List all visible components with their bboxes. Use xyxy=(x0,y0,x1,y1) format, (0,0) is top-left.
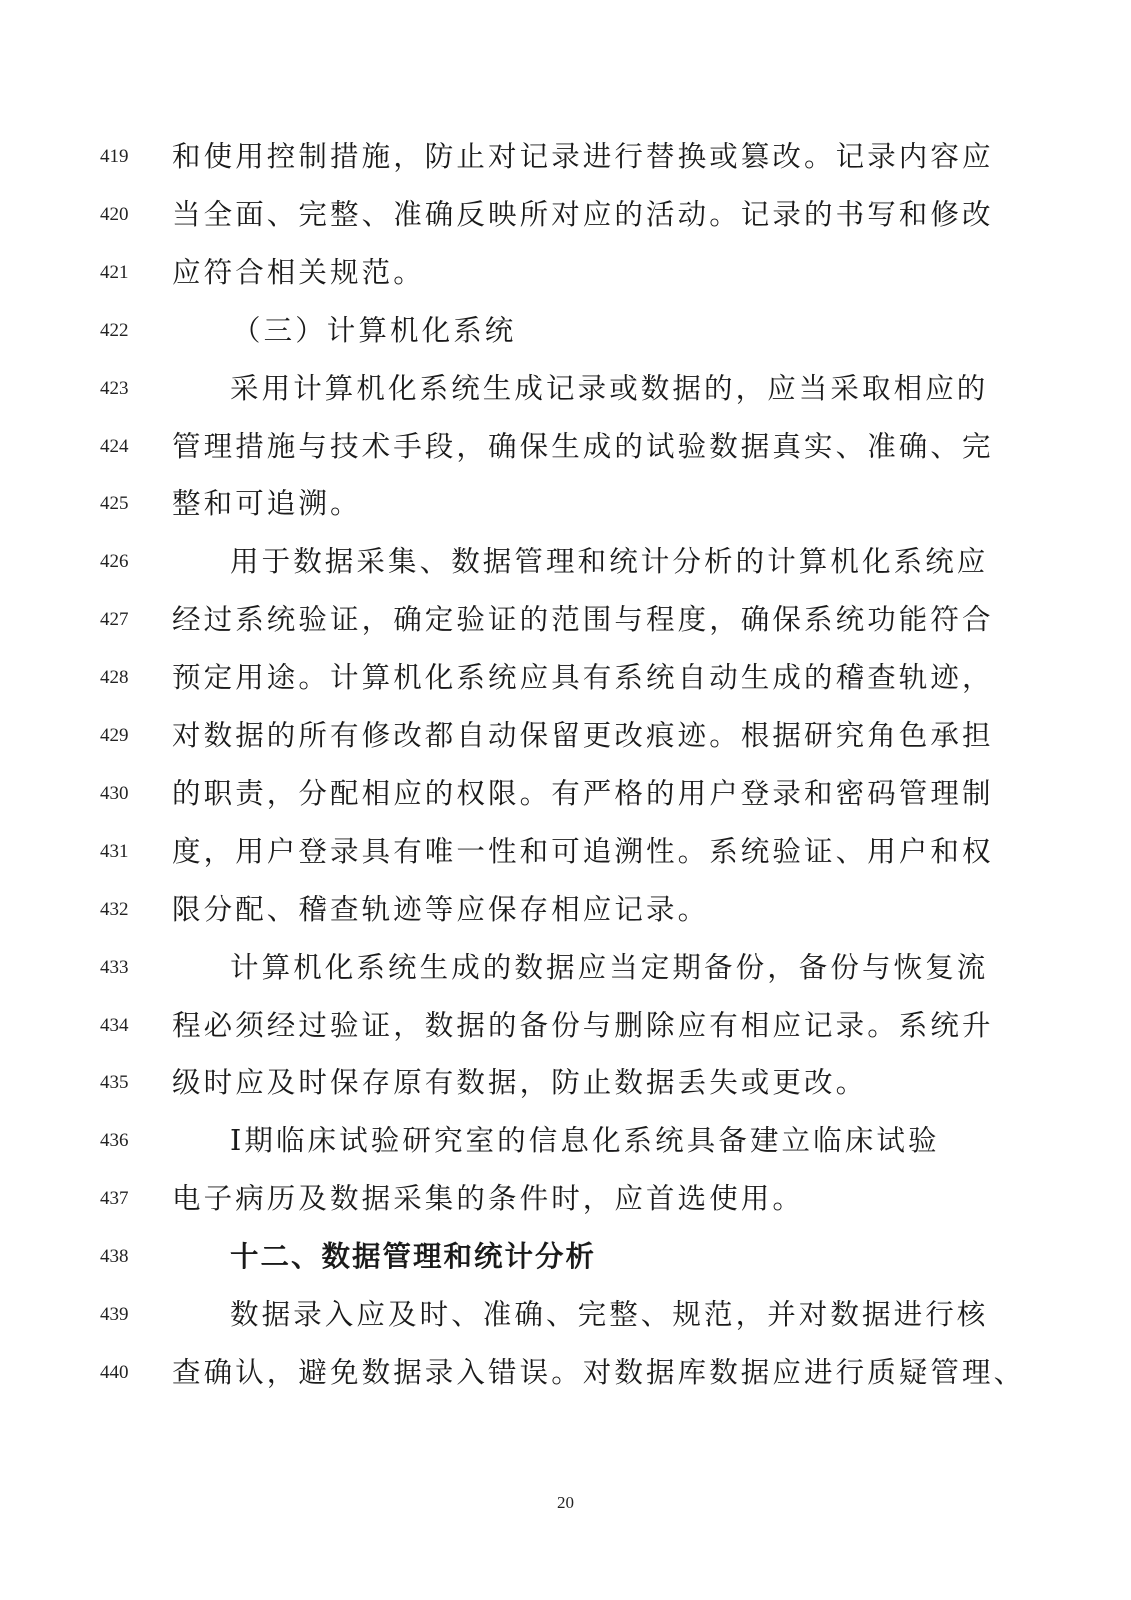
document-line xyxy=(0,1112,1131,1170)
document-line xyxy=(0,997,1131,1055)
document-line xyxy=(0,418,1131,476)
line-number: 438 xyxy=(100,1246,129,1268)
line-number: 440 xyxy=(100,1361,129,1383)
document-line xyxy=(0,128,1131,186)
document-line xyxy=(0,823,1131,881)
document-line xyxy=(0,244,1131,302)
line-text: 用于数据采集、数据管理和统计分析的计算机化系统应 xyxy=(230,545,989,579)
line-number: 420 xyxy=(100,203,129,225)
line-number: 433 xyxy=(100,956,129,978)
subsection-heading: （三）计算机化系统 xyxy=(232,313,517,347)
line-number: 429 xyxy=(100,725,129,746)
line-number: 439 xyxy=(100,1304,129,1325)
document-line xyxy=(0,1344,1131,1402)
document-line xyxy=(0,649,1131,707)
document-line xyxy=(0,939,1131,997)
line-number: 423 xyxy=(100,377,129,399)
line-text: 对数据的所有修改都自动保留更改痕迹。根据研究角色承担 xyxy=(172,718,994,752)
line-number: 435 xyxy=(100,1072,129,1094)
line-text: 当全面、完整、准确反映所对应的活动。记录的书写和修改 xyxy=(172,197,994,231)
document-line xyxy=(0,360,1131,418)
line-number: 432 xyxy=(100,898,129,920)
page-number: 20 xyxy=(557,1493,574,1512)
document-line xyxy=(0,533,1131,591)
line-number: 425 xyxy=(100,493,129,515)
line-text: 采用计算机化系统生成记录或数据的，应当采取相应的 xyxy=(230,371,989,405)
line-text: 数据录入应及时、准确、完整、规范，并对数据进行核 xyxy=(230,1297,989,1331)
line-text: 计算机化系统生成的数据应当定期备份，备份与恢复流 xyxy=(230,950,989,984)
line-text: 度，用户登录具有唯一性和可追溯性。系统验证、用户和权 xyxy=(172,834,994,868)
line-text: 限分配、稽查轨迹等应保存相应记录。 xyxy=(172,892,710,926)
line-number: 424 xyxy=(100,435,129,457)
document-line xyxy=(0,302,1131,360)
line-number: 436 xyxy=(100,1130,129,1152)
document-line xyxy=(0,1228,1131,1286)
document-line xyxy=(0,1170,1131,1228)
line-number: 426 xyxy=(100,551,129,573)
line-number: 431 xyxy=(100,840,129,862)
document-line xyxy=(0,475,1131,533)
line-text: 级时应及时保存原有数据，防止数据丢失或更改。 xyxy=(172,1066,868,1100)
line-text: 经过系统验证，确定验证的范围与程度，确保系统功能符合 xyxy=(172,602,994,636)
line-text: 程必须经过验证，数据的备份与删除应有相应记录。系统升 xyxy=(172,1008,994,1042)
line-number: 434 xyxy=(100,1014,129,1036)
document-line xyxy=(0,1286,1131,1344)
line-text: 的职责，分配相应的权限。有严格的用户登录和密码管理制 xyxy=(172,776,994,810)
line-text: 整和可追溯。 xyxy=(172,487,362,521)
document-line xyxy=(0,1054,1131,1112)
line-text: 应符合相关规范。 xyxy=(172,255,425,289)
line-text: 电子病历及数据采集的条件时，应首选使用。 xyxy=(172,1181,805,1215)
line-number: 419 xyxy=(100,146,129,167)
line-text: Ⅰ期临床试验研究室的信息化系统具备建立临床试验 xyxy=(230,1124,940,1158)
document-line xyxy=(0,707,1131,765)
line-text: 查确认，避免数据录入错误。对数据库数据应进行质疑管理、 xyxy=(172,1355,1026,1389)
document-line xyxy=(0,765,1131,823)
line-text: 预定用途。计算机化系统应具有系统自动生成的稽查轨迹， xyxy=(172,660,994,694)
section-heading: 十二、数据管理和统计分析 xyxy=(230,1239,597,1273)
line-number: 428 xyxy=(100,667,129,689)
line-number: 422 xyxy=(100,319,129,341)
document-line xyxy=(0,881,1131,939)
line-text: 和使用控制措施，防止对记录进行替换或篡改。记录内容应 xyxy=(172,139,994,173)
line-text: 管理措施与技术手段，确保生成的试验数据真实、准确、完 xyxy=(172,429,994,463)
line-number: 421 xyxy=(100,261,129,283)
document-line xyxy=(0,591,1131,649)
line-number: 430 xyxy=(100,782,129,804)
document-line xyxy=(0,186,1131,244)
line-number: 437 xyxy=(100,1188,129,1210)
line-number: 427 xyxy=(100,609,129,631)
